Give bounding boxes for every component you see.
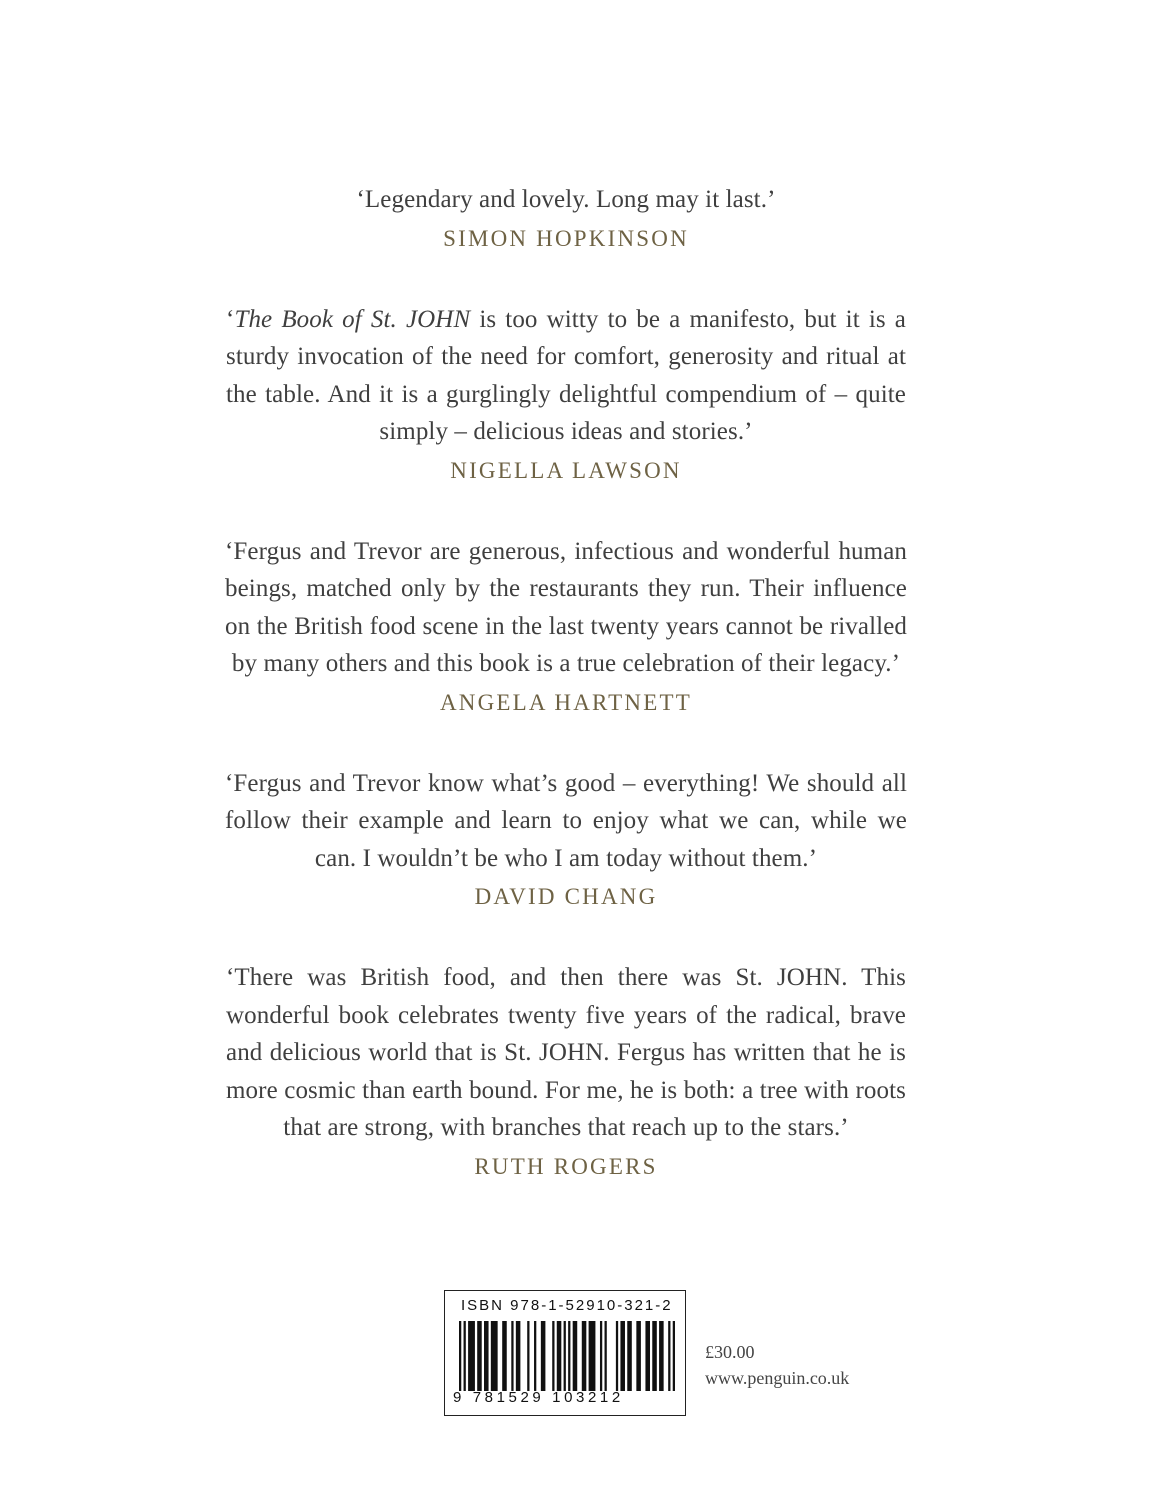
barcode-bar [645, 1321, 650, 1391]
barcode-bar [605, 1321, 607, 1391]
isbn-label: ISBN 978-1-52910-321-2 [461, 1297, 673, 1314]
quote-text: ‘There was British food, and then there was St. JOHN. This wonderful book celebrates twenty five years of the radical, brave and delicious world that is St. JOHN. Fergus has written that he is more cosmic than earth bound. For me, he is both: a tree with roots that are strong, with branches that reach up to the stars.’ [226, 964, 906, 1141]
barcode-bar [652, 1321, 657, 1391]
quote-block [0, 181, 1132, 257]
book-title: The Book of St. JOHN [234, 305, 471, 333]
barcode-bar [464, 1321, 466, 1391]
barcode-bar [516, 1321, 521, 1391]
barcode-bar [552, 1321, 554, 1391]
quote-text: ‘Legendary and lovely. Long may it last.’ [356, 186, 776, 213]
quote-block [0, 533, 1132, 721]
barcode-bar [527, 1321, 529, 1391]
barcode-bar [589, 1321, 596, 1391]
quote-text: ‘Fergus and Trevor know what’s good – everything! We should all follow their example and learn to enjoy what we can, while we can. I wouldn’t be who I am today without them.’ [225, 769, 907, 872]
endorsements [0, 181, 1132, 1185]
barcode-bar [477, 1321, 482, 1391]
quote-text: ‘Fergus and Trevor are generous, infectious and wonderful human beings, matched only by the restaurants they run. Their influence on the British food scene in the last twenty years cannot be rivalled by many others and this book is a true celebration of their legacy.’ [225, 537, 907, 677]
quote-author: DAVID CHANG [474, 884, 658, 909]
quote-author: RUTH ROGERS [474, 1153, 658, 1179]
barcode-bars [459, 1321, 675, 1391]
quote-body: is too witty to be a manifesto, but it is a sturdy invocation of the need for comfort, generosity and ritual at the table. And it is a gurglingly delightful compendium of – quite simply – delicious ideas and stories.’ [226, 305, 907, 445]
quote-text [226, 301, 906, 451]
barcode-bar [534, 1321, 536, 1391]
barcode-bar [491, 1321, 498, 1391]
barcode-bar [541, 1321, 546, 1391]
barcode-bar [459, 1321, 461, 1391]
barcode-bar [564, 1321, 566, 1391]
quote-author: SIMON HOPKINSON [443, 225, 689, 251]
quote-author: NIGELLA LAWSON [450, 457, 682, 483]
barcode-bar [502, 1321, 507, 1391]
barcode-bar [468, 1321, 475, 1391]
barcode-bar [668, 1321, 670, 1391]
barcode-digits: 9 781529 103212 [453, 1389, 624, 1406]
barcode-bar [600, 1321, 602, 1391]
price: £30.00 [705, 1342, 755, 1362]
barcode-bar [616, 1321, 618, 1391]
quote-block [0, 765, 1132, 916]
barcode-bar [620, 1321, 625, 1391]
website: www.penguin.co.uk [705, 1368, 850, 1388]
isbn-barcode [444, 1290, 686, 1416]
barcode-bar [582, 1321, 587, 1391]
barcode-bar [573, 1321, 578, 1391]
barcode-bar [568, 1321, 570, 1391]
quote-mark: ‘ [226, 305, 235, 333]
quote-block [0, 301, 1132, 489]
quote-author: ANGELA HARTNETT [439, 689, 692, 715]
barcode-bar [511, 1321, 513, 1391]
barcode-bar [557, 1321, 562, 1391]
barcode-bar [484, 1321, 489, 1391]
quote-block [0, 959, 1132, 1185]
barcode-bar [673, 1321, 675, 1391]
barcode-bar [636, 1321, 641, 1391]
barcode-bar [659, 1321, 664, 1391]
barcode-bar [627, 1321, 632, 1391]
